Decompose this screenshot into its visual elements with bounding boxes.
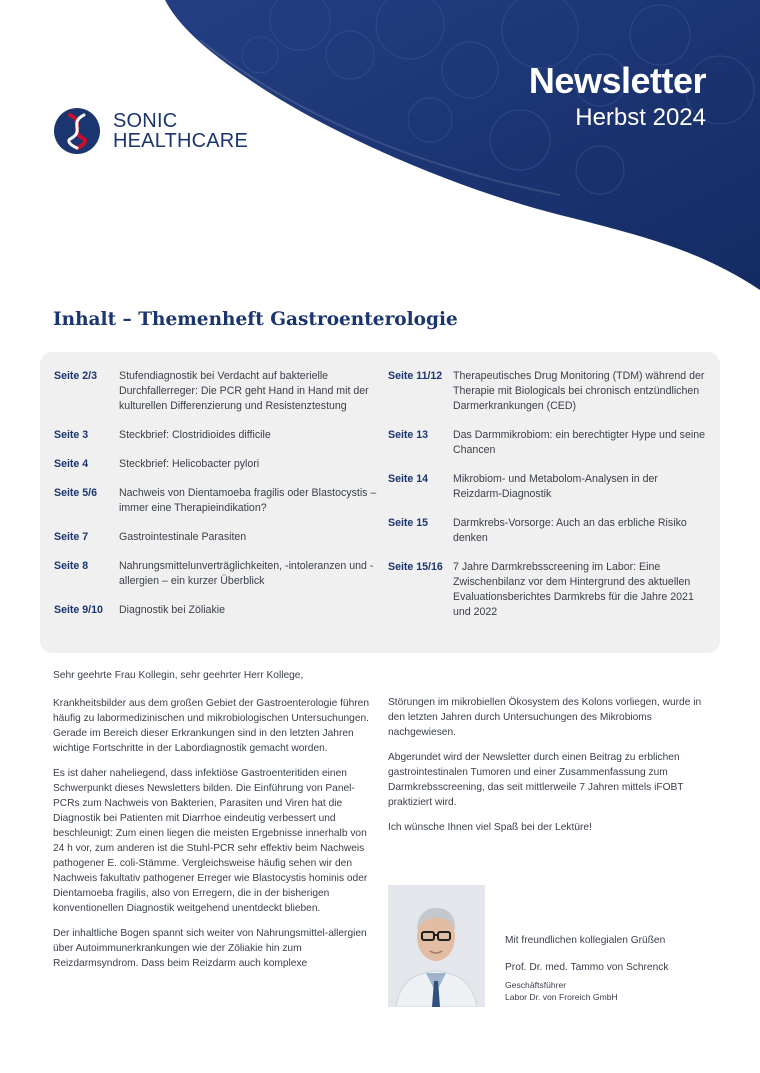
toc-entry [388, 472, 708, 502]
toc-entry [54, 486, 384, 516]
toc-entry-text: Nachweis von Dientamoeba fragilis oder Blastocystis – immer eine Therapieindikation? [119, 487, 377, 514]
letter-paragraph: Krankheitsbilder aus dem großen Gebiet der Gastroenterologie führen häufig zu labormedizinischen und mikrobiologischen Untersuchungen. Gerade im Bereich dieser Erkrankungen sind in den letzten Jahren wichtige Fortschritte in der Labordiagnostik gemacht worden. [53, 698, 370, 754]
toc-page-number: Seite 15/16 [388, 561, 443, 573]
toc-entry-text: Stufendiagnostik bei Verdacht auf bakterielle Durchfallerreger: Die PCR geht Hand in Hand mit der kulturellen Differenzierung und Resistenztestung [119, 370, 369, 412]
toc-page-number: Seite 3 [54, 429, 89, 441]
toc-entry-text: 7 Jahre Darmkrebsscreening im Labor: Eine Zwischenbilanz vor dem Hintergrund des aktuellen Evaluationsberichtes Darmkrebs für die Jahre 2021 und 2022 [453, 561, 694, 618]
newsletter-season: Herbst 2024 [575, 104, 706, 131]
letter-paragraph: Der inhaltliche Bogen spannt sich weiter von Nahrungsmittel-allergien über Autoimmunerkrankungen wie der Zöliakie hin zum Reizdarmsyndrom. Dass beim Reizdarm auch komplexe [53, 928, 367, 969]
newsletter-title: Newsletter [528, 60, 706, 101]
toc-entry-text: Das Darmmikrobiom: ein berechtigter Hype und seine Chancen [453, 429, 706, 456]
toc-entry [54, 603, 384, 618]
letter-paragraph: Abgerundet wird der Newsletter durch einen Beitrag zu erblichen gastrointestinalen Tumoren und einer Zusammenfassung zum Darmkrebsscreening, das seit mittlerweile 7 Jahren mittels iFOBT praktiziert wird. [388, 752, 684, 808]
toc-entry-text: Mikrobiom- und Metabolom-Analysen in der Reizdarm-Diagnostik [453, 473, 658, 500]
toc-entry [54, 369, 384, 414]
toc-page-number: Seite 2/3 [54, 370, 97, 382]
toc-left-column [54, 369, 384, 632]
toc-entry [54, 559, 384, 589]
toc-entry-text: Steckbrief: Clostridioides difficile [119, 429, 271, 441]
toc-heading: Inhalt – Themenheft Gastroenterologie [53, 309, 458, 330]
signature-name: Prof. Dr. med. Tammo von Schrenck [505, 962, 669, 973]
letter-left-column [53, 668, 371, 981]
toc-entry [54, 428, 384, 443]
toc-entry [388, 516, 708, 546]
letter-paragraph: Ich wünsche Ihnen viel Spaß bei der Lektüre! [388, 822, 592, 833]
sonic-healthcare-logo [53, 106, 248, 156]
signature-company: Labor Dr. von Froreich GmbH [505, 992, 618, 1002]
toc-entry [54, 457, 384, 472]
toc-entry-text: Therapeutisches Drug Monitoring (TDM) während der Therapie mit Biologicals bei chronisch entzündlichen Darmerkrankungen (CED) [453, 370, 705, 412]
toc-entry-text: Steckbrief: Helicobacter pylori [119, 458, 260, 470]
toc-entry-text: Darmkrebs-Vorsorge: Auch an das erbliche Risiko denken [453, 517, 687, 544]
table-of-contents [40, 352, 720, 653]
logo-line-sonic: SONIC [113, 110, 178, 132]
toc-page-number: Seite 7 [54, 531, 89, 543]
toc-page-number: Seite 4 [54, 458, 89, 470]
letter-right-column [388, 695, 716, 845]
letter-paragraph: Störungen im mikrobiellen Ökosystem des Kolons vorliegen, wurde in den letzten Jahren durch Untersuchungen des Mikrobioms nachgewiesen. [388, 697, 702, 738]
toc-page-number: Seite 14 [388, 473, 429, 485]
toc-page-number: Seite 5/6 [54, 487, 97, 499]
letter-paragraph: Es ist daher naheliegend, dass infektiöse Gastroenteritiden einen Schwerpunkt dieses Newsletters bilden. Die Einführung von Panel-PCRs zum Nachweis von Bakterien, Parasiten und Viren hat die Diagnostik bei Patienten mit Diarrhoe eindeutig verbessert und beschleunigt: Zum einen liegen die meisten Ergebnisse innerhalb von 24 h vor, zum anderen ist die Stuhl-PCR sehr effektiv beim Nachweis pathogener E. coli-Stämme. Vergleichsweise häufig sehen wir den Nachweis fakultativ pathogener Erreger wie Blastocystis hominis oder Dientamoeba fragilis, also von Erregern, die in der bisherigen konventionellen Diagnostik weitgehend unentdeckt blieben. [53, 768, 368, 914]
signature-greeting: Mit freundlichen kollegialen Grüßen [505, 935, 666, 946]
toc-page-number: Seite 9/10 [54, 604, 103, 616]
toc-page-number: Seite 8 [54, 560, 89, 572]
logo-line-healthcare: HEALTHCARE [113, 130, 248, 152]
toc-entry [388, 428, 708, 458]
toc-entry-text: Gastrointestinale Parasiten [119, 531, 247, 543]
letter-salutation: Sehr geehrte Frau Kollegin, sehr geehrter Herr Kollege, [53, 670, 304, 681]
toc-page-number: Seite 13 [388, 429, 429, 441]
toc-entry [388, 560, 708, 620]
toc-entry-text: Diagnostik bei Zöliakie [119, 604, 225, 616]
signature-block [505, 935, 735, 1003]
signature-role: Geschäftsführer [505, 980, 567, 990]
toc-right-column [388, 369, 708, 634]
toc-entry [54, 530, 384, 545]
toc-entry-text: Nahrungsmittelunverträglichkeiten, -intoleranzen und -allergien – ein kurzer Überblick [119, 560, 374, 587]
toc-entry [388, 369, 708, 414]
toc-page-number: Seite 15 [388, 517, 429, 529]
author-portrait [388, 885, 485, 1007]
dna-helix-icon [53, 107, 101, 155]
toc-page-number: Seite 11/12 [388, 370, 443, 382]
